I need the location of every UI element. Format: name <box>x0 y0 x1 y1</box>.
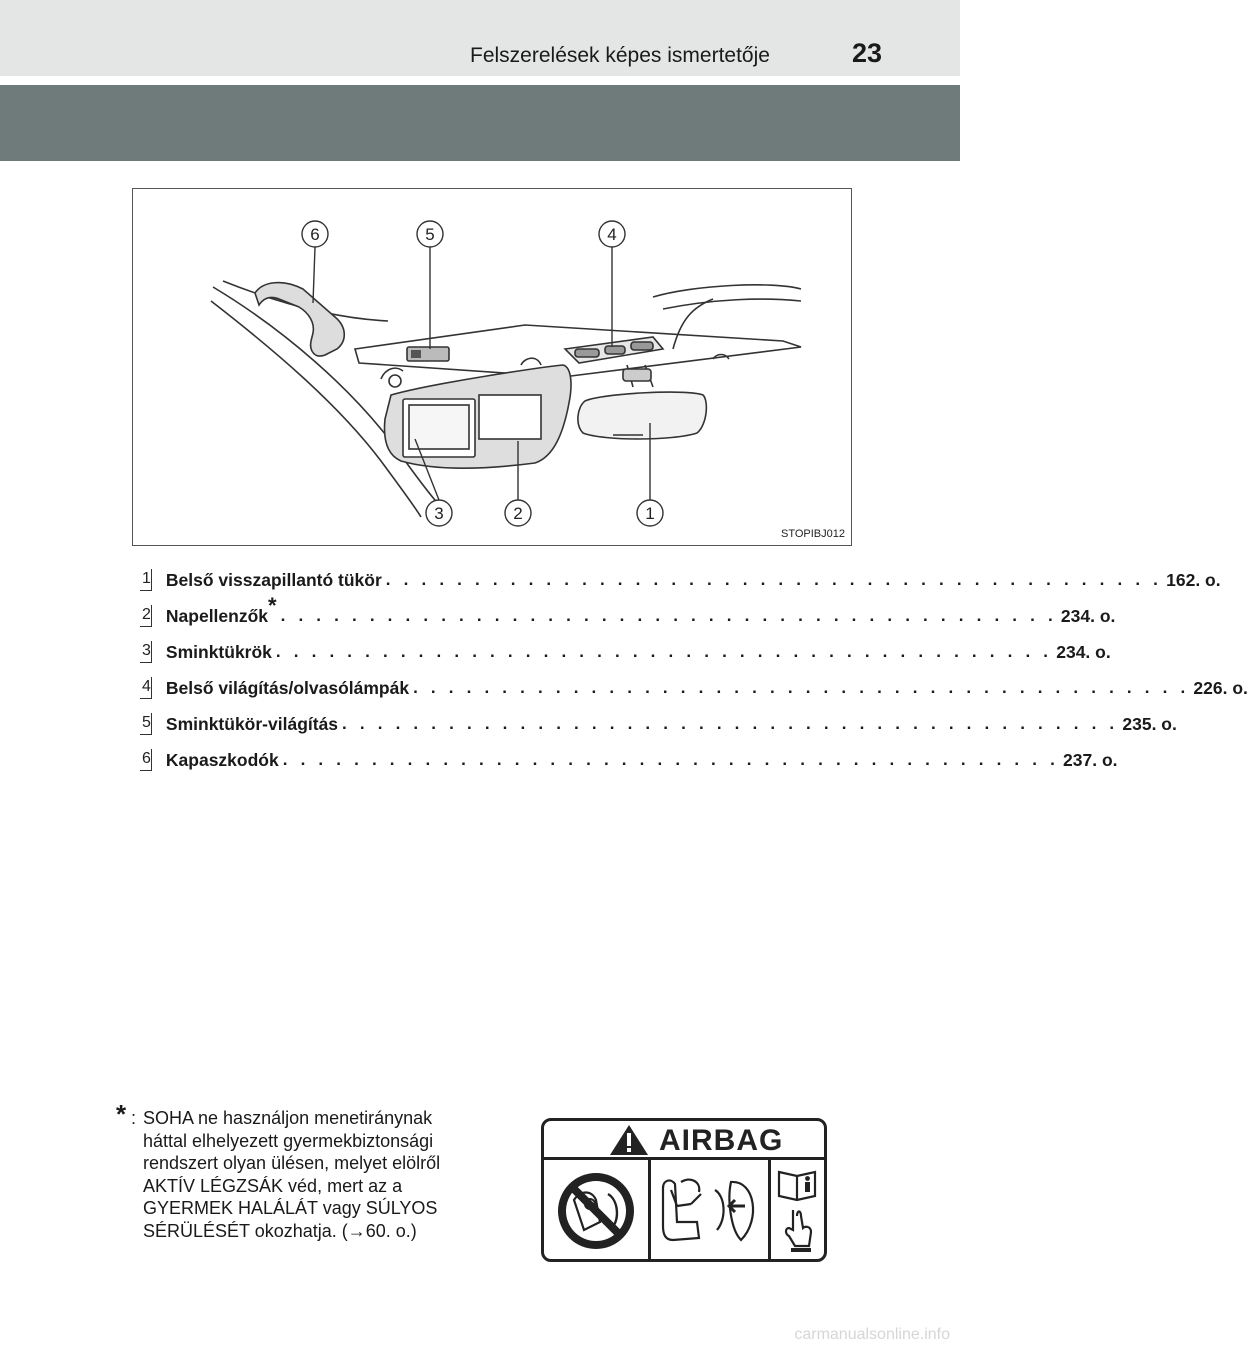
item-number: 1 <box>140 569 152 591</box>
list-item <box>140 592 1116 634</box>
warning-triangle-icon <box>609 1124 649 1156</box>
section-band <box>0 85 960 161</box>
item-label: Napellenzők* <box>165 592 277 626</box>
footnote-marker: * <box>268 592 277 618</box>
component-list <box>140 562 1248 778</box>
footnote-colon: : <box>131 1108 137 1128</box>
item-page-ref[interactable]: 226. o. <box>1193 677 1248 698</box>
leader-dots: . . . . . . . . . . . . . . . . . . . . . . . . . . . . . . . . . . . . . . . . . . . . <box>282 750 1060 769</box>
item-label: Sminktükrök <box>165 641 272 662</box>
callout-6: 6 <box>310 225 320 244</box>
item-number: 2 <box>140 605 152 627</box>
item-page-ref[interactable]: 234. o. <box>1056 641 1111 662</box>
airbag-label-header <box>544 1121 824 1160</box>
item-label: Kapaszkodók <box>165 749 279 770</box>
list-item <box>140 634 1111 670</box>
page-number: 23 <box>852 38 883 68</box>
item-page-ref[interactable]: 235. o. <box>1122 713 1177 734</box>
list-item <box>140 706 1177 742</box>
item-page-ref[interactable]: 162. o. <box>1166 569 1221 590</box>
item-number: 6 <box>140 749 152 771</box>
manual-book-icon <box>771 1160 827 1262</box>
page-header-title: Felszerelések képes ismertetője <box>470 44 770 67</box>
item-label: Belső visszapillantó tükör <box>165 569 382 590</box>
airbag-title: AIRBAG <box>659 1124 784 1157</box>
image-code: STOPIBJ012 <box>781 528 845 540</box>
item-number: 5 <box>140 713 152 735</box>
item-page-ref[interactable]: 237. o. <box>1063 749 1118 770</box>
leader-dots: . . . . . . . . . . . . . . . . . . . . . . . . . . . . . . . . . . . . . . . . . . . . <box>280 606 1057 625</box>
item-number: 4 <box>140 677 152 699</box>
callout-1: 1 <box>645 504 655 523</box>
footnote-text: SOHA ne használjon menetiránynak háttal elhelyezett gyermekbiztonsági rendszert olyan ülésen, melyet elölről AKTÍV LÉGZSÁK véd, mert az a GYERMEK HALÁLÁT vagy SÚLYOS SÉRÜLÉSÉT okozhatja. (→60. o.) <box>143 1108 441 1241</box>
leader-dots: . . . . . . . . . . . . . . . . . . . . . . . . . . . . . . . . . . . . . . . . . . . . <box>342 714 1119 733</box>
leader-dots: . . . . . . . . . . . . . . . . . . . . . . . . . . . . . . . . . . . . . . . . . . . . <box>275 642 1053 661</box>
item-page-ref[interactable]: 234. o. <box>1060 605 1116 626</box>
list-item <box>140 562 1221 598</box>
airbag-warning-label <box>541 1118 827 1262</box>
callout-5: 5 <box>425 225 435 244</box>
callout-4: 4 <box>607 225 617 244</box>
footer-watermark: carmanualsonline.info <box>794 1326 950 1343</box>
item-label: Belső világítás/olvasólámpák <box>165 677 410 698</box>
airbag-deploy-icon <box>651 1160 768 1262</box>
leader-dots: . . . . . . . . . . . . . . . . . . . . . . . . . . . . . . . . . . . . . . . . . . . . <box>385 570 1163 589</box>
interior-illustration <box>132 188 852 546</box>
no-rear-facing-child-seat-icon <box>544 1160 648 1262</box>
list-item <box>140 742 1118 778</box>
pointing-hand-icon <box>786 1210 811 1246</box>
footnote-star: * <box>116 1099 127 1129</box>
list-item <box>140 670 1248 706</box>
item-label: Sminktükör-világítás <box>165 713 339 734</box>
callout-3: 3 <box>434 504 444 523</box>
item-number: 3 <box>140 641 152 663</box>
callout-2: 2 <box>513 504 523 523</box>
leader-dots: . . . . . . . . . . . . . . . . . . . . . . . . . . . . . . . . . . . . . . . . . . . . <box>413 678 1190 697</box>
